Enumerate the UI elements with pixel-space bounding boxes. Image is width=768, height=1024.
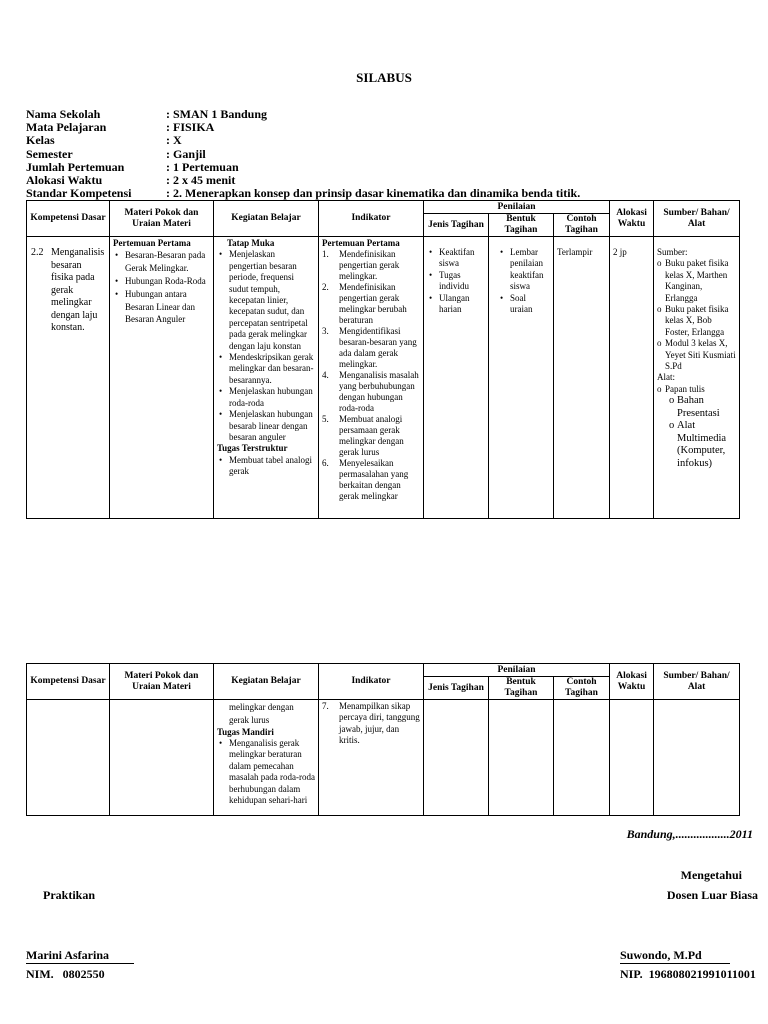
- header-kompetensi: Kompetensi Dasar: [27, 664, 110, 700]
- info-value: : 2 x 45 menit: [166, 173, 236, 188]
- kegiatan-list-2: [217, 455, 315, 478]
- header-indikator: Indikator: [319, 664, 424, 700]
- indikator-list: [322, 249, 420, 502]
- sumber-heading: Sumber:: [657, 247, 688, 257]
- bentuk-item: • Lembar penilaian keaktifan siswa: [510, 247, 550, 293]
- materi-list: [113, 249, 210, 326]
- kegiatan-item: • Menjelaskan hubungan besarab linear dengan besaran anguler: [229, 409, 315, 443]
- info-row: [26, 108, 580, 121]
- header-materi: Materi Pokok dan Uraian Materi: [110, 664, 214, 700]
- info-label: Kelas: [26, 133, 55, 148]
- header-alokasi: Alokasi Waktu: [610, 201, 654, 237]
- indikator-number: 3.: [322, 326, 329, 337]
- contoh-cell: Terlampir: [554, 237, 610, 519]
- kegiatan-heading-2: Tugas Terstruktur: [217, 443, 288, 454]
- kegiatan-cell: [214, 237, 319, 519]
- alat-item: o Alat Multimedia (Komputer, infokus): [677, 420, 736, 470]
- sign-right-name: Suwondo, M.Pd: [620, 948, 730, 964]
- bentuk-cell: [489, 237, 554, 519]
- kompetensi-number: 2.2: [31, 247, 44, 258]
- kegiatan-item: • Membuat tabel analogi gerak: [229, 455, 315, 478]
- indikator-number: 6.: [322, 458, 329, 469]
- kegiatan-list: [217, 738, 315, 806]
- kompetensi-cell: [27, 237, 110, 519]
- materi-heading: Pertemuan Pertama: [113, 238, 191, 248]
- kegiatan-cell: [214, 700, 319, 816]
- indikator-number: 1.: [322, 249, 329, 260]
- jenis-cell: [424, 237, 489, 519]
- jenis-item: • Keaktifan siswa: [439, 247, 485, 270]
- indikator-text: Menyelesaikan permasalahan yang berkaitan dengan gerak melingkar: [339, 458, 409, 502]
- header-sumber: Sumber/ Bahan/ Alat: [654, 201, 740, 237]
- header-materi: Materi Pokok dan Uraian Materi: [110, 201, 214, 237]
- header-bentuk: Bentuk Tagihan: [489, 214, 554, 237]
- materi-item: • Besaran-Besaran pada Gerak Melingkar.: [125, 249, 210, 275]
- info-value: : 2. Menerapkan konsep dan prinsip dasar kinematika dan dinamika benda titik.: [166, 186, 581, 201]
- jenis-cell: [424, 700, 489, 816]
- header-penilaian: Penilaian: [424, 201, 610, 214]
- kegiatan-item: • Menganalisis gerak melingkar beraturan dalam pemecahan masalah pada roda-roda berhubungan dalam kehidupan sehari-hari: [229, 738, 315, 806]
- header-jenis: Jenis Tagihan: [424, 214, 489, 237]
- alat-list-big: [657, 395, 736, 470]
- sumber-list: [657, 258, 736, 372]
- header-penilaian: Penilaian: [424, 664, 610, 677]
- header-kompetensi: Kompetensi Dasar: [27, 201, 110, 237]
- header-alokasi: Alokasi Waktu: [610, 664, 654, 700]
- jenis-list: [427, 247, 485, 315]
- header-contoh: Contoh Tagihan: [554, 677, 610, 700]
- info-label: Nama Sekolah: [26, 107, 101, 121]
- kegiatan-item: • Menjelaskan pengertian besaran periode, frequensi sudut tempuh, kecepatan linier, kecepatan sudut, dan percepatan sentripetal pada gerak melingkar dengan laju konstan: [229, 249, 315, 352]
- indikator-text: Menganalisis masalah yang berbuhubungan dengan hubungan roda-roda: [339, 370, 419, 414]
- indikator-text: Mengidentifikasi besaran-besaran yang ada dalam gerak melingkar.: [339, 326, 417, 370]
- indikator-list: [322, 701, 420, 747]
- syllabus-table-page-2: [26, 663, 740, 816]
- kegiatan-heading: Tatap Muka: [227, 238, 275, 248]
- info-label: Standar Kompetensi: [26, 186, 132, 201]
- info-row: [26, 121, 580, 134]
- indikator-cell: [319, 237, 424, 519]
- sign-right-know: Mengetahui: [680, 868, 742, 882]
- materi-cell: [110, 700, 214, 816]
- kegiatan-list: [217, 249, 315, 443]
- info-row: [26, 161, 580, 174]
- info-value: : X: [166, 133, 182, 148]
- sumber-item: o Modul 3 kelas X, Yeyet Siti Kusmiati S.Pd: [665, 338, 736, 372]
- indikator-item: [322, 326, 420, 370]
- sign-right-id: NIP. 196808021991011001: [620, 967, 756, 981]
- indikator-item: [322, 458, 420, 502]
- indikator-item: [322, 282, 420, 326]
- info-value: : 1 Pertemuan: [166, 159, 239, 174]
- info-row: [26, 187, 580, 200]
- header-sumber: Sumber/ Bahan/ Alat: [654, 664, 740, 700]
- indikator-number: 7.: [322, 701, 329, 711]
- kegiatan-item: • Menjelaskan hubungan roda-roda: [229, 386, 315, 409]
- info-value: : Ganjil: [166, 146, 206, 161]
- kompetensi-text: Menganalisis besaran fisika pada gerak melingkar dengan laju konstan.: [51, 247, 105, 333]
- kegiatan-item: • Mendeskripsikan gerak melingkar dan besaran-besarannya.: [229, 352, 315, 386]
- alat-item: o Papan tulis: [665, 384, 736, 395]
- sign-left-role: Praktikan: [43, 888, 96, 902]
- indikator-heading: Pertemuan Pertama: [322, 238, 400, 248]
- kompetensi-cell: [27, 700, 110, 816]
- sumber-item: o Buku paket fisika kelas X, Marthen Kanginan, Erlangga: [665, 258, 736, 304]
- header-kegiatan: Kegiatan Belajar: [214, 201, 319, 237]
- indikator-item: [322, 249, 420, 282]
- alokasi-cell: [610, 700, 654, 816]
- alat-heading: Alat:: [657, 372, 676, 383]
- contoh-cell: [554, 700, 610, 816]
- info-label: Jumlah Pertemuan: [26, 159, 125, 174]
- info-value: : FISIKA: [166, 120, 215, 135]
- header-kegiatan: Kegiatan Belajar: [214, 664, 319, 700]
- sign-left-id: NIM. 0802550: [26, 967, 105, 981]
- sumber-cell: [654, 237, 740, 519]
- bentuk-list: [492, 247, 550, 315]
- info-row: [26, 148, 580, 161]
- kegiatan-continued: melingkar dengan gerak lurus: [229, 702, 294, 725]
- document-title: SILABUS: [356, 70, 412, 85]
- jenis-item: • Tugas individu: [439, 270, 485, 293]
- bentuk-item: • Soal uraian: [510, 293, 550, 316]
- indikator-number: 5.: [322, 414, 329, 425]
- indikator-number: 4.: [322, 370, 329, 381]
- info-row: [26, 134, 580, 147]
- sumber-cell: [654, 700, 740, 816]
- info-label: Semester: [26, 146, 73, 161]
- header-bentuk: Bentuk Tagihan: [489, 677, 554, 700]
- indikator-number: 2.: [322, 282, 329, 293]
- indikator-text: Mendefinisikan pengertian gerak melingkar.: [339, 249, 400, 282]
- sign-left-name: Marini Asfarina: [26, 948, 134, 964]
- indikator-cell: [319, 700, 424, 816]
- sumber-item: o Buku paket fisika kelas X, Bob Foster, Erlangga: [665, 304, 736, 338]
- sign-right-role: Dosen Luar Biasa: [666, 888, 758, 902]
- jenis-item: • Ulangan harian: [439, 293, 485, 316]
- header-jenis: Jenis Tagihan: [424, 677, 489, 700]
- bentuk-cell: [489, 700, 554, 816]
- indikator-item: [322, 414, 420, 458]
- indikator-text: Membuat analogi persamaan gerak melingkar dengan gerak lurus: [339, 414, 404, 458]
- header-indikator: Indikator: [319, 201, 424, 237]
- info-label: Alokasi Waktu: [26, 173, 103, 188]
- info-value: : SMAN 1 Bandung: [166, 107, 268, 121]
- syllabus-table-page-1: [26, 200, 740, 519]
- materi-item: • Hubungan antara Besaran Linear dan Besaran Anguler: [125, 288, 210, 326]
- identity-block: [26, 108, 580, 200]
- indikator-item: [322, 370, 420, 414]
- header-contoh: Contoh Tagihan: [554, 214, 610, 237]
- alat-item: o Bahan Presentasi: [677, 395, 736, 420]
- indikator-text: Mendefinisikan pengertian gerak melingkar berubah beraturan: [339, 282, 407, 326]
- place-date: Bandung,..................2011: [626, 827, 753, 841]
- alat-list: [657, 384, 736, 395]
- kegiatan-heading: Tugas Mandiri: [217, 726, 274, 737]
- materi-cell: [110, 237, 214, 519]
- materi-item: • Hubungan Roda-Roda: [125, 275, 210, 288]
- alokasi-cell: 2 jp: [610, 237, 654, 519]
- indikator-text: Menampilkan sikap percaya diri, tanggung jawab, jujur, dan kritis.: [339, 701, 420, 746]
- info-label: Mata Pelajaran: [26, 120, 107, 135]
- indikator-item: [322, 701, 420, 747]
